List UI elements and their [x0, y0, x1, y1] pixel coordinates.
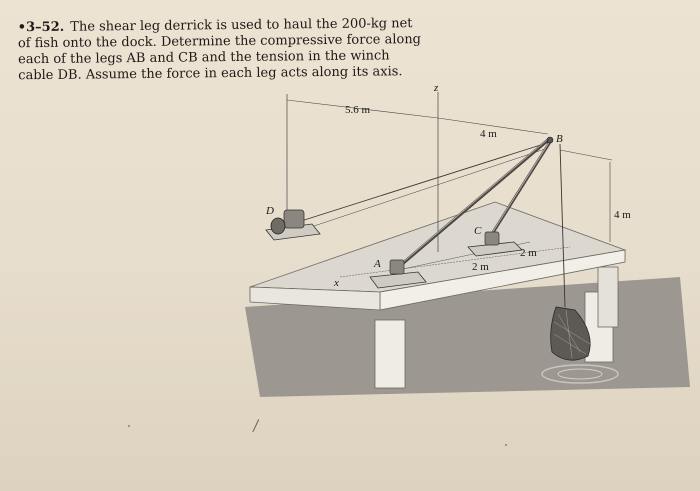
label-4m-right: 4 m	[614, 209, 631, 221]
label-axis-z: z	[434, 82, 439, 94]
net-cable	[560, 144, 565, 307]
label-axis-x: x	[334, 277, 339, 289]
problem-statement	[18, 16, 449, 84]
label-point-c: C	[474, 225, 482, 237]
dock-leg-back-right	[598, 267, 618, 327]
winch-body	[284, 210, 304, 228]
problem-number: •3–52.	[17, 19, 65, 36]
dock-deck-top	[250, 202, 625, 292]
problem-line-4: cable DB. Assume the force in each leg acts along its axis.	[18, 64, 403, 84]
dock-leg-front-left	[375, 320, 405, 388]
speck-2	[505, 444, 507, 446]
label-point-d: D	[266, 205, 274, 217]
label-5-6-m: 5.6 m	[345, 104, 371, 116]
problem-line-1: •3–52. The shear leg derrick is used to haul the 200-kg net	[17, 16, 413, 36]
footing-c-block	[485, 232, 499, 245]
guide-b-right	[560, 150, 612, 160]
derrick-figure	[230, 82, 700, 402]
label-point-a: A	[374, 258, 381, 270]
label-point-b: B	[556, 133, 563, 145]
problem-line-2: of fish onto the dock. Determine the compressive force along	[17, 32, 422, 52]
label-4m-top: 4 m	[480, 128, 497, 140]
winch-drum	[271, 218, 285, 234]
pen-mark	[252, 419, 264, 435]
pulley-b	[547, 137, 553, 143]
problem-line-3: each of the legs AB and CB and the tension in the winch	[18, 48, 390, 68]
speck-1	[128, 425, 130, 427]
footing-a-block	[390, 260, 404, 274]
label-2m-b: 2 m	[520, 247, 537, 259]
label-2m-a: 2 m	[472, 261, 489, 273]
